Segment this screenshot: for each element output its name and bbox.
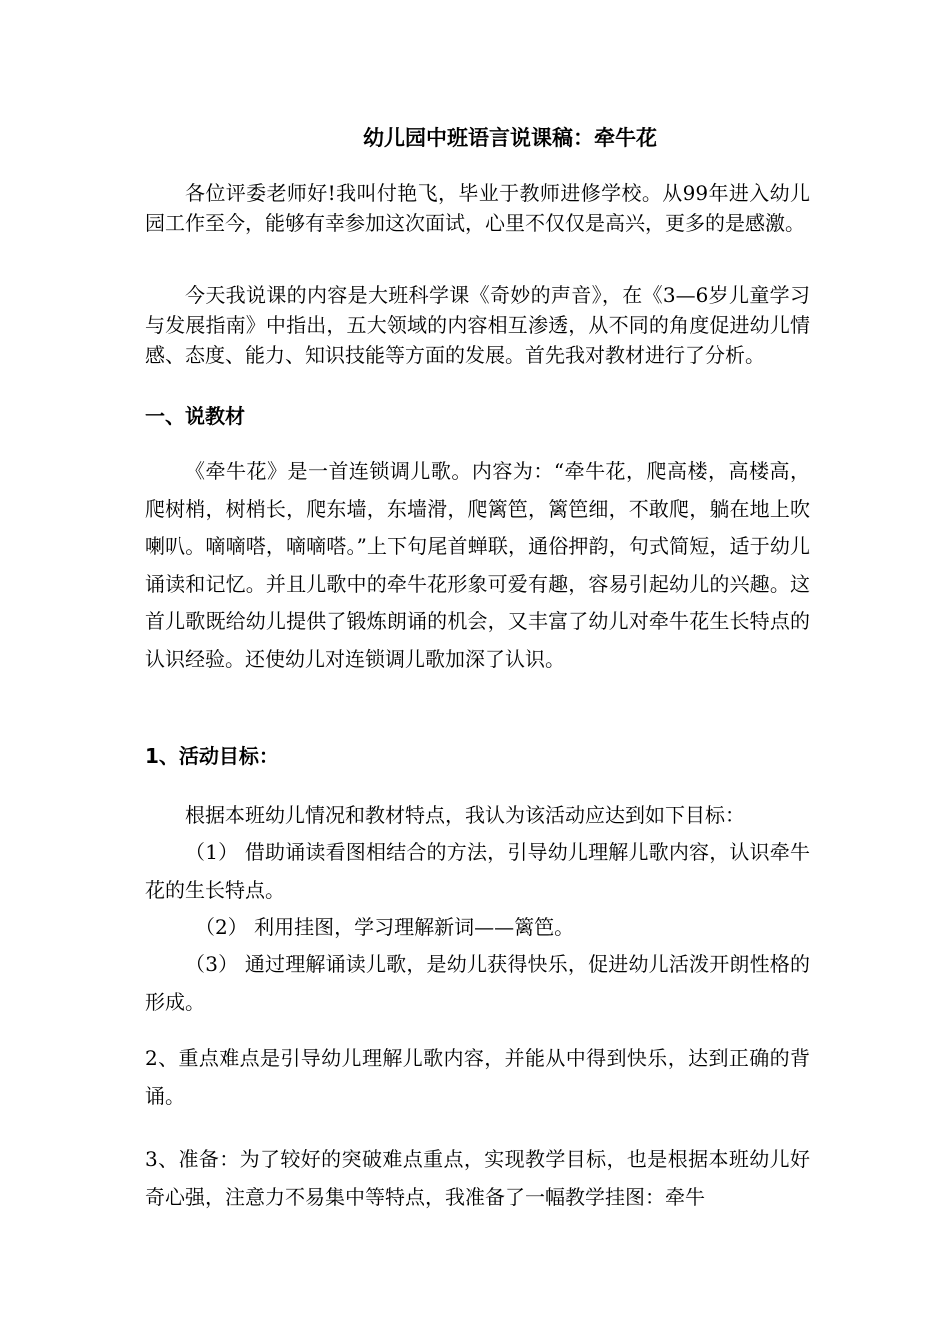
key-points-paragraph: 2、重点难点是引导幼儿理解儿歌内容，并能从中得到快乐，达到正确的背诵。 <box>145 1046 810 1108</box>
topic-paragraph: 今天我说课的内容是大班科学课《奇妙的声音》，在《3—6岁儿童学习与发展指南》中指出，五大领域的内容相互渗透，从不同的角度促进幼儿情感、态度、能力、知识技能等方面的发展。首先我对教材进行了分析。 <box>145 283 810 367</box>
teaching-material-paragraph: 《牵牛花》是一首连锁调儿歌。内容为：“牵牛花，爬高楼，高楼高，爬树梢，树梢长，爬东墙，东墙滑，爬篱笆，篱笆细，不敢爬，躺在地上吹喇叭。嘀嘀嗒，嘀嘀嗒。”上下句尾首蝉联，通俗押韵，句式简短，适于幼儿诵读和记忆。并且儿歌中的牵牛花形象可爱有趣，容易引起幼儿的兴趣。这首儿歌既给幼儿提供了锻炼朗诵的机会，又丰富了幼儿对牵牛花生长特点的认识经验。还使幼儿对连锁调儿歌加深了认识。 <box>145 459 810 671</box>
goal-item-2: （2） 利用挂图，学习理解新词——篱笆。 <box>195 915 575 939</box>
document-title: 幼儿园中班语言说课稿：牵牛花 <box>363 126 657 150</box>
goal-item-1: （1） 借助诵读看图相结合的方法，引导幼儿理解儿歌内容，认识牵牛花的生长特点。 <box>145 840 810 902</box>
intro-paragraph: 各位评委老师好!我叫付艳飞，毕业于教师进修学校。从99年进入幼儿园工作至今，能够有幸参加这次面试，心里不仅仅是高兴，更多的是感激。 <box>145 181 810 235</box>
preparation-paragraph: 3、准备：为了较好的突破难点重点，实现教学目标，也是根据本班幼儿好奇心强，注意力不易集中等特点，我准备了一幅教学挂图：牵牛 <box>145 1147 810 1209</box>
goal-item-3: （3） 通过理解诵读儿歌，是幼儿获得快乐，促进幼儿活泼开朗性格的形成。 <box>145 952 810 1014</box>
section-heading-activity-goals: 1、活动目标： <box>145 744 279 768</box>
goals-intro-paragraph: 根据本班幼儿情况和教材特点，我认为该活动应达到如下目标： <box>185 803 745 827</box>
section-heading-teaching-material: 一、说教材 <box>145 404 245 428</box>
